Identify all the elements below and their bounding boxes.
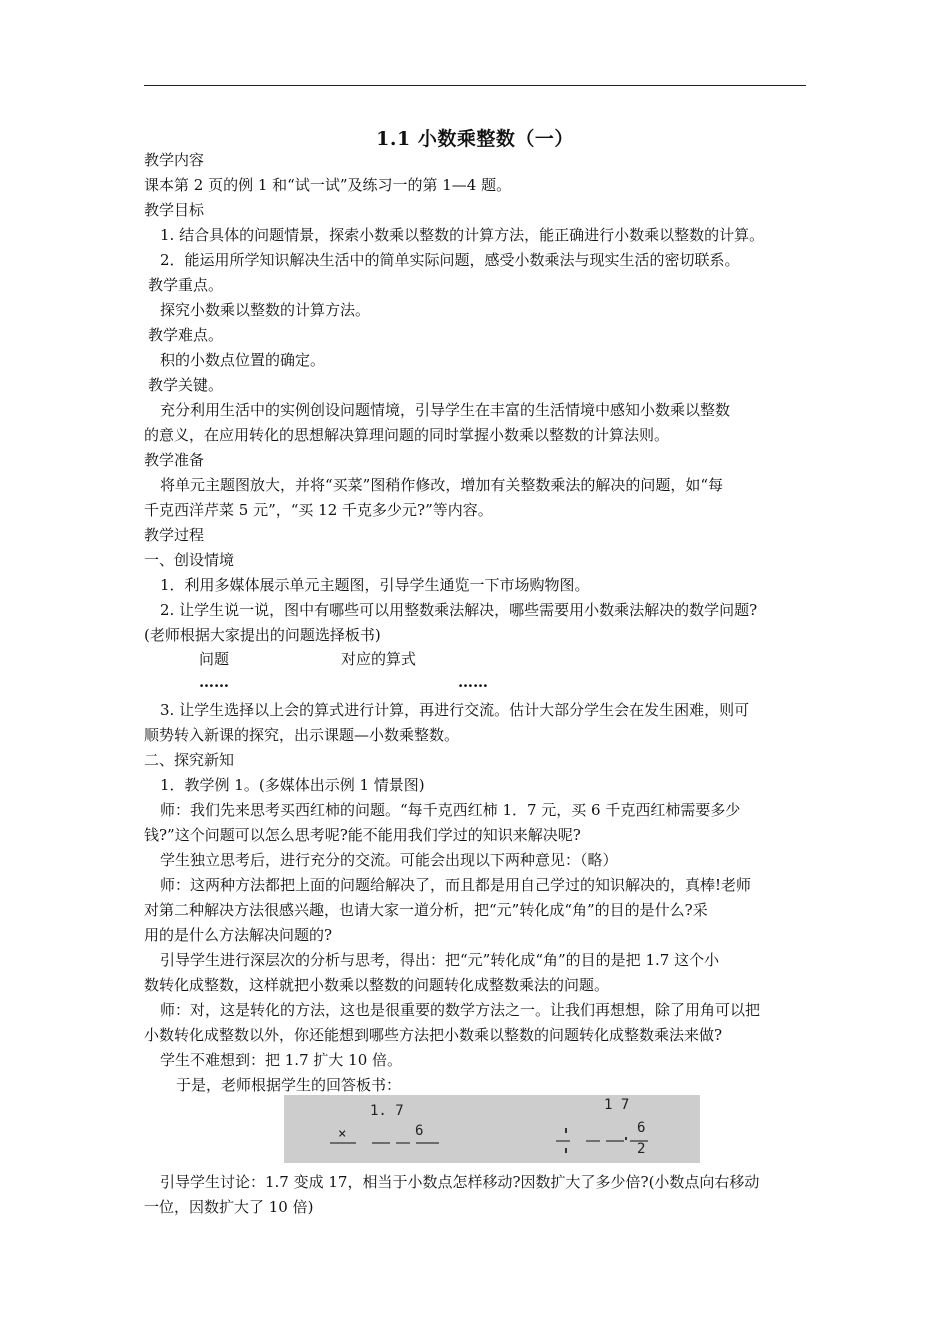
board-left-mult: 6 — [415, 1123, 424, 1139]
paragraph: 千克西洋芹菜 5 元”，“买 12 千克多少元?”等内容。 — [144, 501, 493, 519]
heading-difficulty: 教学难点。 — [148, 326, 224, 344]
paragraph: 一位，因数扩大了 10 倍) — [144, 1198, 314, 1216]
heading-goals: 教学目标 — [144, 201, 205, 219]
paragraph: 师：对，这是转化的方法，这也是很重要的数学方法之一。让我们再想想，除了用角可以把 — [160, 1001, 761, 1019]
paragraph: 师：我们先来思考买西红柿的问题。“每千克西红柿 1．7 元，买 6 千克西红柿需要多少 — [160, 801, 741, 819]
table-ellipsis: …… — [199, 673, 229, 691]
heading-content: 教学内容 — [144, 151, 205, 169]
paragraph: (老师根据大家提出的问题选择板书) — [144, 626, 381, 644]
section-heading: 二、探究新知 — [144, 751, 235, 769]
paragraph: 探究小数乘以整数的计算方法。 — [160, 301, 371, 319]
paragraph: 1. 结合具体的问题情景，探索小数乘以整数的计算方法，能正确进行小数乘以整数的计算。 — [160, 226, 765, 244]
paragraph: 引导学生进行深层次的分析与思考，得出：把“元”转化成“角”的目的是把 1.7 这个小 — [160, 951, 720, 969]
heading-key-point: 教学重点。 — [148, 276, 224, 294]
section-heading: 一、创设情境 — [144, 551, 235, 569]
blackboard-calculation-image — [284, 1095, 700, 1163]
paragraph: 师：这两种方法都把上面的问题给解决了，而且都是用自己学过的知识解决的，真棒!老师 — [160, 876, 752, 894]
board-right-top: 1 7 — [604, 1097, 630, 1113]
page-title: 1.1 小数乘整数（一） — [376, 128, 574, 150]
paragraph: 积的小数点位置的确定。 — [160, 351, 326, 369]
paragraph: 钱?”这个问题可以怎么思考呢?能不能用我们学过的知识来解决呢? — [144, 826, 581, 844]
paragraph: 3. 让学生选择以上会的算式进行计算，再进行交流。估计大部分学生会在发生困难，则可 — [160, 701, 750, 719]
board-left-top: 1. 7 — [370, 1103, 404, 1119]
paragraph: 课本第 2 页的例 1 和“试一试”及练习一的第 1—4 题。 — [144, 176, 512, 194]
paragraph: 学生独立思考后，进行充分的交流。可能会出现以下两种意见：（略） — [160, 851, 618, 869]
paragraph: 充分利用生活中的实例创设问题情境，引导学生在丰富的生活情境中感知小数乘以整数 — [160, 401, 731, 419]
board-right-mult: 6 — [637, 1120, 646, 1136]
board-left-op: × — [338, 1126, 347, 1142]
paragraph: 数转化成整数，这样就把小数乘以整数的问题转化成整数乘法的问题。 — [144, 976, 610, 994]
table-header-formula: 对应的算式 — [341, 650, 417, 668]
header-rule — [144, 85, 806, 86]
heading-preparation: 教学准备 — [144, 451, 205, 469]
paragraph: 引导学生讨论：1.7 变成 17，相当于小数点怎样移动?因数扩大了多少倍?(小数点向右移动 — [160, 1173, 760, 1191]
heading-key: 教学关键。 — [148, 376, 224, 394]
paragraph: 2. 让学生说一说，图中有哪些可以用整数乘法解决，哪些需要用小数乘法解决的数学问题? — [160, 601, 758, 619]
table-header-question: 问题 — [199, 650, 230, 668]
paragraph: 于是，老师根据学生的回答板书： — [176, 1076, 402, 1094]
paragraph: 学生不难想到：把 1.7 扩大 10 倍。 — [160, 1051, 403, 1069]
paragraph: 用的是什么方法解决问题的? — [144, 926, 333, 944]
heading-process: 教学过程 — [144, 526, 205, 544]
paragraph: 的意义，在应用转化的思想解决算理问题的同时掌握小数乘以整数的计算法则。 — [144, 426, 670, 444]
paragraph: 顺势转入新课的探究，出示课题—小数乘整数。 — [144, 726, 460, 744]
table-ellipsis: …… — [458, 673, 488, 691]
calculation-figure — [284, 1095, 700, 1163]
paragraph: 2．能运用所学知识解决生活中的简单实际问题，感受小数乘法与现实生活的密切联系。 — [160, 251, 740, 269]
board-right-bottom: 2 — [637, 1141, 646, 1157]
paragraph: 将单元主题图放大，并将“买菜”图稍作修改，增加有关整数乘法的解决的问题，如“每 — [160, 476, 724, 494]
paragraph: 小数转化成整数以外，你还能想到哪些方法把小数乘以整数的问题转化成整数乘法来做? — [144, 1026, 723, 1044]
paragraph: 对第二种解决方法很感兴趣，也请大家一道分析，把“元”转化成“角”的目的是什么?采 — [144, 901, 708, 919]
paragraph: 1．教学例 1。(多媒体出示例 1 情景图) — [160, 776, 425, 794]
paragraph: 1．利用多媒体展示单元主题图，引导学生通览一下市场购物图。 — [160, 576, 590, 594]
